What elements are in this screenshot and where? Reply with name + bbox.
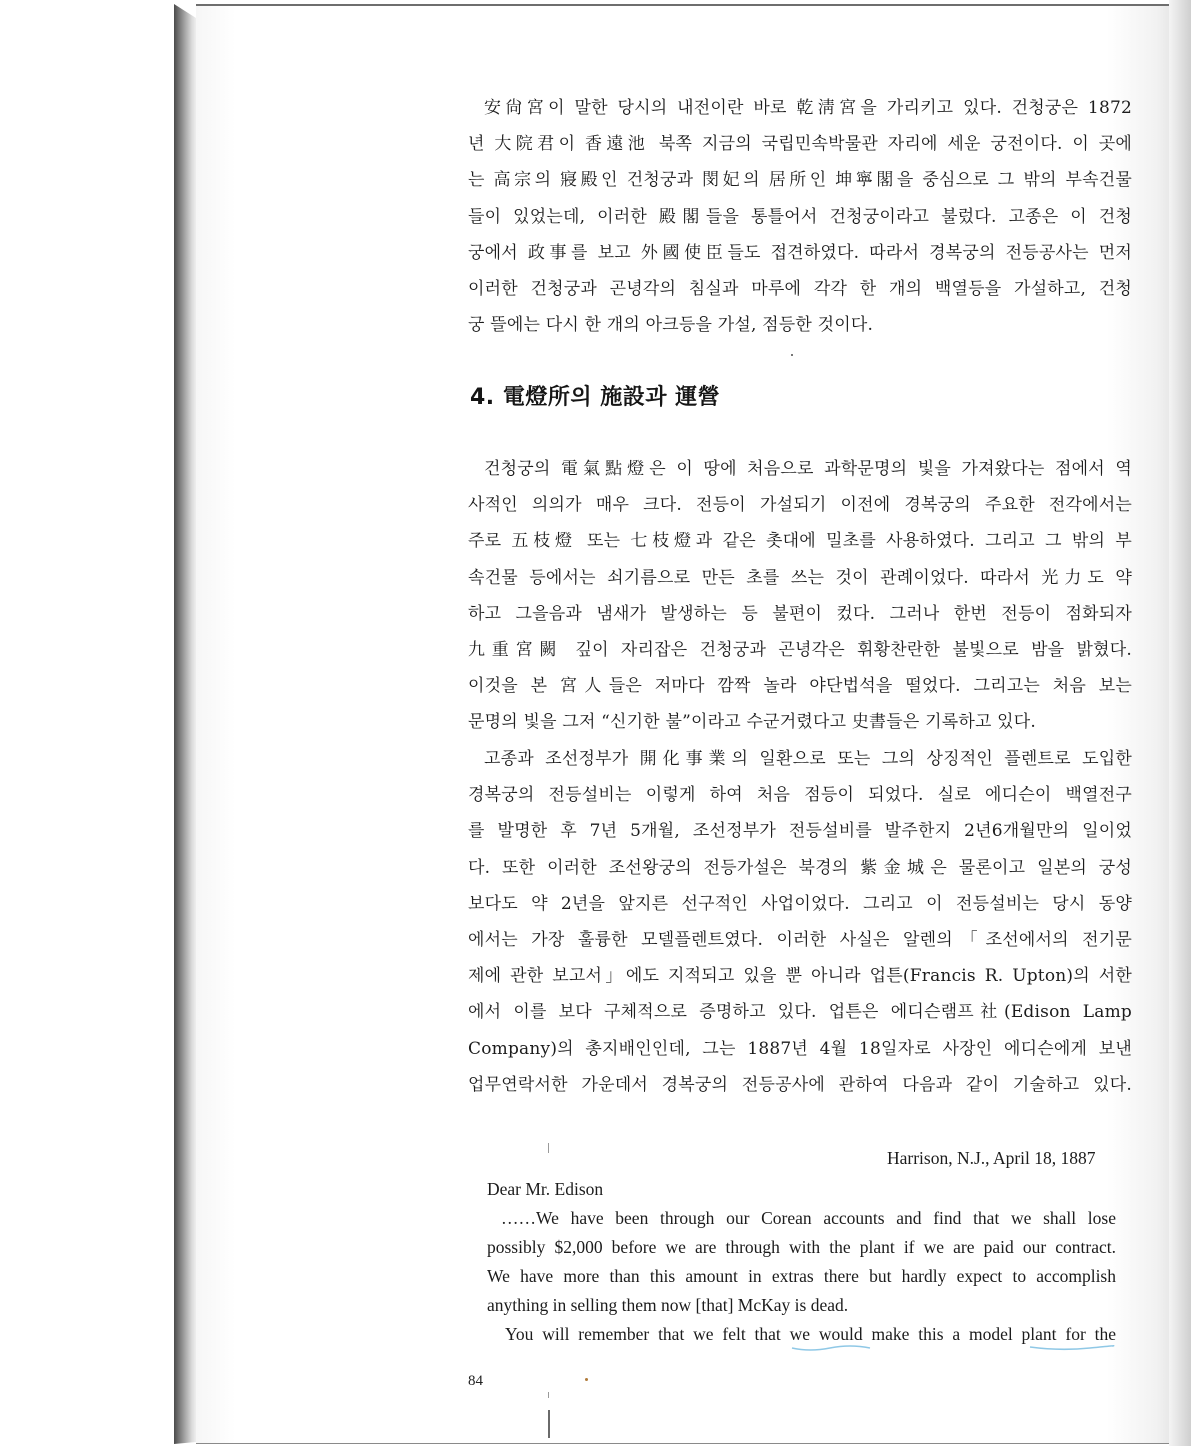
letter-line: You will remember that we felt that we would make this a model plant for the [505, 1324, 1116, 1344]
letter-line: ……We have been through our Corean accounts and find that we shall lose [501, 1208, 1116, 1228]
paragraph-line: 경복궁의 전등설비는 이렇게 하여 처음 점등이 되었다. 실로 에디슨이 백열전구 [468, 785, 1132, 806]
letter-line: We have more than this amount in extras there but hardly expect to accomplish [487, 1266, 1116, 1286]
page-number: 84 [468, 1373, 483, 1389]
section-heading: 4. 電燈所의 施設과 運營 [470, 385, 721, 410]
scan-speck [548, 1392, 549, 1398]
paragraph-line: 궁 뜰에는 다시 한 개의 아크등을 가설, 점등한 것이다. [468, 315, 874, 336]
paragraph-line: 문명의 빛을 그저 “신기한 불”이라고 수군거렸다고 史書들은 기록하고 있다. [468, 712, 1037, 733]
letter-excerpt [487, 1175, 1116, 1349]
paragraph-line: 주로 五枝燈 또는 七枝燈과 같은 촛대에 밀초를 사용하였다. 그리고 그 밖의 부 [468, 531, 1132, 552]
paragraph-line: 고종과 조선정부가 開化事業의 일환으로 또는 그의 상징적인 플렌트로 도입한 [484, 749, 1132, 769]
book-spine [174, 4, 196, 1444]
pen-underline-mark [790, 1342, 1120, 1354]
scan-speck [548, 1143, 549, 1153]
page-edge-shadow [1169, 0, 1191, 1446]
paragraph-1 [468, 90, 1132, 343]
paragraph-line: 安尙宮이 말한 당시의 내전이란 바로 乾淸宮을 가리키고 있다. 건청궁은 1872 [484, 98, 1132, 118]
paragraph-line: 보다도 약 2년을 앞지른 선구적인 사업이었다. 그리고 이 전등설비는 당시 동양 [468, 893, 1132, 914]
paragraph-line: 에서 이를 보다 구체적으로 증명하고 있다. 업튼은 에디슨램프社(Edison Lamp [468, 1002, 1132, 1023]
paragraph-line: 사적인 의의가 매우 크다. 전등이 가설되기 이전에 경복궁의 주요한 전각에서는 [468, 495, 1132, 516]
paragraph-line: 에서는 가장 훌륭한 모델플렌트였다. 이러한 사실은 알렌의「조선에서의 전기문 [468, 929, 1132, 950]
paragraph-line: 궁에서 政事를 보고 外國使臣들도 접견하였다. 따라서 경복궁의 전등공사는 먼저 [468, 242, 1132, 263]
paragraph-3 [468, 741, 1132, 1103]
paragraph-2 [468, 451, 1132, 741]
paragraph-line: 는 高宗의 寢殿인 건청궁과 閔妃의 居所인 坤寧閣을 중심으로 그 밖의 부속건물 [468, 170, 1132, 191]
letter-line: possibly $2,000 before we are through with the plant if we are paid our contract. [487, 1237, 1116, 1257]
paragraph-line: Company)의 총지배인인데, 그는 1887년 4월 18일자로 사장인 에디슨에게 보낸 [468, 1038, 1132, 1059]
paragraph-line: 를 발명한 후 7년 5개월, 조선정부가 전등설비를 발주한지 2년6개월만의 일이었 [468, 821, 1132, 842]
letter-dateline: Harrison, N.J., April 18, 1887 [887, 1148, 1096, 1168]
paragraph-line: 하고 그을음과 냄새가 발생하는 등 불편이 컸다. 그러나 한번 전등이 점화되자 [468, 603, 1132, 624]
paragraph-line: 이것을 본 宮人들은 저마다 깜짝 놀라 야단법석을 떨었다. 그리고는 처음 보는 [468, 676, 1132, 697]
paragraph-line: 업무연락서한 가운데서 경복궁의 전등공사에 관하여 다음과 같이 기술하고 있다. [468, 1074, 1132, 1095]
paragraph-line: 이러한 건청궁과 곤녕각의 침실과 마루에 각각 한 개의 백열등을 가설하고, 건청 [468, 278, 1132, 299]
scan-speck [548, 1410, 550, 1438]
paragraph-line: 제에 관한 보고서」에도 지적되고 있을 뿐 아니라 업튼(Francis R. Upton)의 서한 [468, 966, 1132, 987]
scan-speck [791, 354, 793, 356]
paragraph-line: 속건물 등에서는 쇠기름으로 만든 초를 쓰는 것이 관례이었다. 따라서 光力도 약 [468, 567, 1132, 588]
paragraph-line: 九重宮闕 깊이 자리잡은 건청궁과 곤녕각은 휘황찬란한 불빛으로 밤을 밝혔다. [468, 639, 1132, 660]
scan-speck [585, 1378, 588, 1381]
paragraph-line: 들이 있었는데, 이러한 殿閣들을 통틀어서 건청궁이라고 불렀다. 고종은 이 건청 [468, 206, 1132, 227]
paragraph-line: 다. 또한 이러한 조선왕궁의 전등가설은 북경의 紫金城은 물론이고 일본의 궁성 [468, 857, 1132, 878]
letter-salutation: Dear Mr. Edison [487, 1179, 604, 1199]
paragraph-line: 건청궁의 電氣點燈은 이 땅에 처음으로 과학문명의 빛을 가져왔다는 점에서 역 [484, 459, 1132, 479]
letter-line: anything in selling them now [that] McKay is dead. [487, 1295, 849, 1315]
paragraph-line: 년 大院君이 香遠池 북쪽 지금의 국립민속박물관 자리에 세운 궁전이다. 이 곳에 [468, 134, 1132, 155]
